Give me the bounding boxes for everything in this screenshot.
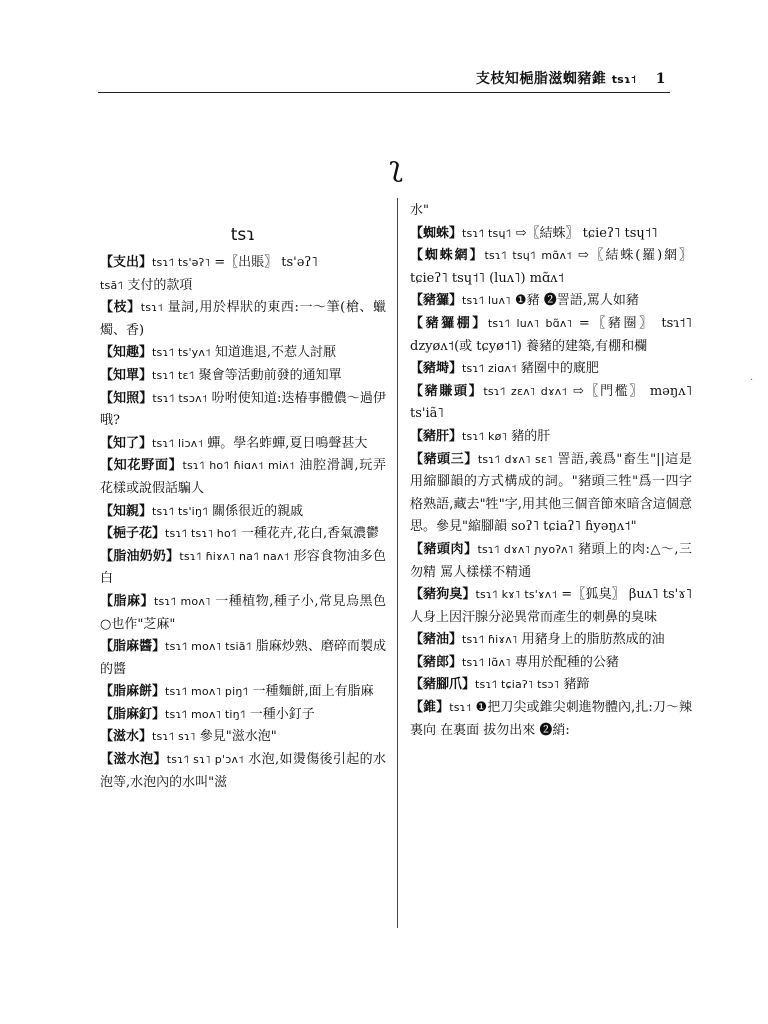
entry-headword: 【豬腳爪】 — [410, 677, 476, 693]
entry-headword: 【豬油】 — [410, 632, 463, 648]
entry-headword: 【知趣】 — [100, 345, 153, 361]
entry-pronunciation: tsɿ˦˥ luʌ˥ — [462, 294, 511, 308]
dictionary-entry — [410, 697, 692, 742]
dictionary-entry — [410, 674, 692, 697]
left-entry-list — [100, 252, 386, 794]
dictionary-entry — [100, 749, 386, 794]
entry-pronunciation: tsɿ˦˥ ɦiɤʌ˥ na˦˥ naʌ˦ — [179, 549, 290, 563]
dictionary-entry — [410, 200, 692, 223]
entry-headword: 【知照】 — [100, 390, 153, 406]
entry-definition: 吩咐使知道:迭椿事體儂～過伊哦? — [100, 390, 386, 429]
dictionary-entry — [100, 342, 386, 365]
entry-pronunciation: tsɿ˦˥ dɤʌ˥ ɲyoʔʌ˥ — [477, 542, 574, 556]
entry-headword: 【知單】 — [100, 367, 153, 383]
entry-definition: 一種植物,種子小,常見烏黑色 ○也作"芝麻" — [100, 593, 386, 632]
entry-definition: =〖狐臭〗 βuʌ˥ ts'ɤ˥ 人身上因汗腺分泌異常而產生的刺鼻的臭味 — [410, 587, 692, 625]
entry-headword: 【豬賺頭】 — [410, 383, 484, 399]
entry-headword: 【梔子花】 — [100, 526, 166, 542]
dictionary-entry — [100, 275, 386, 298]
entry-definition: 豬頭上的肉:△～,三勿精 罵人樣樣不精通 — [410, 541, 692, 580]
dictionary-entry — [100, 455, 386, 500]
entry-headword: 【豬郎】 — [410, 654, 463, 670]
entry-definition: 關係很近的親戚 — [207, 503, 304, 519]
entry-pronunciation: tsɿ˦˥ ɦiɤʌ˥ — [462, 633, 518, 647]
page-number: 1 — [655, 71, 666, 87]
entry-pronunciation: tsɿ˦˥ ho˦˥ ɦiɑʌ˦ miʌ˦ — [182, 459, 295, 473]
dictionary-entry — [100, 501, 386, 524]
syllable-heading: tsɿ — [230, 225, 256, 245]
entry-pronunciation: tsɿ˦˥ tsɥ˦˥ — [462, 226, 512, 240]
entry-headword: 【蜘蛛】 — [410, 225, 463, 241]
entry-definition: 蟬。學名蚱蟬,夏日鳴聲甚大 — [203, 435, 368, 451]
header-title: 支枝知梔脂滋蜘豬錐 — [475, 71, 607, 87]
entry-headword: 【知花野面】 — [100, 458, 183, 474]
entry-pronunciation: tsɿ˦˥ tɕiaʔ˥ tsɔ˥ — [475, 678, 560, 692]
right-entry-list — [410, 200, 692, 742]
dictionary-entry — [100, 433, 386, 456]
entry-headword: 【脂麻】 — [100, 593, 154, 609]
entry-headword: 【豬玀棚】 — [410, 315, 488, 331]
entry-pronunciation: tsɿ˦˥ luʌ˥ bɑ̃ʌ˥ — [487, 316, 573, 330]
dictionary-entry — [410, 426, 692, 449]
dictionary-entry — [410, 223, 692, 246]
entry-pronunciation: tsɿ˦˥ tsɥ˦˥ mɑ̃ʌ˦ — [484, 249, 572, 263]
entry-headword: 【知親】 — [100, 503, 153, 519]
entry-pronunciation: tsɿ˦˥ dɤʌ˥ sɛ˥ — [477, 452, 553, 466]
dictionary-entry — [100, 726, 386, 749]
entry-definition: 脂麻炒熟、磨碎而製成的醬 — [100, 639, 386, 677]
entry-pronunciation: tsɿ˦ — [140, 301, 163, 315]
entry-headword: 【脂油奶奶】 — [100, 548, 180, 564]
entry-headword: 【豬塒】 — [410, 361, 463, 377]
entry-pronunciation: tsɿ˦˥ sɿ˥ p'ɔʌ˦ — [166, 753, 244, 767]
entry-definition: 豬蹄 — [559, 677, 590, 693]
entry-headword: 【豬狗臭】 — [410, 587, 476, 603]
entry-headword: 【脂麻餅】 — [100, 684, 166, 700]
page-header — [98, 60, 670, 93]
dictionary-entry — [100, 388, 386, 433]
entry-definition: 用豬身上的脂肪熬成的油 — [517, 632, 665, 648]
entry-definition: ⇨〖門檻〗 məŋʌ˥ ts'iã˥ — [410, 383, 692, 422]
entry-headword: 【錐】 — [410, 700, 450, 716]
dictionary-entry — [100, 252, 386, 275]
entry-headword: 【脂麻釘】 — [100, 706, 166, 722]
entry-pronunciation: tsɿ˦˥ lɑ̃ʌ˥ — [462, 655, 511, 669]
entry-definition: ⇨〖結蛛〗 tɕieʔ˥ tsɥ˦˥ — [511, 225, 658, 241]
dictionary-entry — [100, 546, 386, 591]
dictionary-entry — [410, 652, 692, 675]
dictionary-entry — [100, 704, 386, 727]
entry-definition: 水泡,如燙傷後引起的水泡等,水泡內的水叫"滋 — [100, 752, 386, 790]
dictionary-entry — [100, 681, 386, 704]
dictionary-entry — [410, 584, 692, 629]
entry-pronunciation: tsɿ˦˥ tsɔʌ˦ — [152, 391, 208, 405]
entry-pronunciation: tsɿ˦˥ moʌ˥ — [153, 594, 211, 608]
dictionary-entry — [410, 245, 692, 290]
dictionary-entry — [410, 539, 692, 584]
entry-pronunciation: tsɿ˦˥ moʌ˥ tsiã˦˥ — [165, 640, 252, 654]
entry-pronunciation: tsɿ˦˥ kɤ˥ ts'ɤʌ˦ — [475, 588, 558, 602]
entry-pronunciation: tsɿ˦˥ ziɑʌ˦ — [462, 362, 517, 376]
entry-definition: 一種花卉,花白,香氣濃鬱 — [236, 526, 380, 542]
dictionary-entry — [410, 313, 692, 358]
entry-headword: 【脂麻醬】 — [100, 639, 166, 655]
entry-definition: 豬圈中的廐肥 — [516, 361, 599, 377]
entry-headword: 【豬頭三】 — [410, 451, 478, 467]
dictionary-entry — [100, 523, 386, 546]
right-column — [410, 200, 692, 742]
dictionary-entry — [100, 636, 386, 681]
section-initial: ʅ — [389, 150, 403, 183]
entry-definition: 詈語,義爲"畜生"||這是用縮腳韻的方式構成的詞。"豬頭三牲"爲一四字格熟語,藏去"牲"字,用其他三個音節來暗含這個意思。參見"縮腳韻 soʔ˥ tɕiaʔ˥ ɦyəŋʌ˦" — [410, 451, 692, 535]
entry-definition: 一種麵餅,面上有脂麻 — [248, 684, 374, 700]
entry-headword: 【知了】 — [100, 435, 153, 451]
entry-definition: ⇨〖結蛛(羅)網〗 tɕieʔ˥ tsɥ˦˥ (luʌ˥) mɑ̃ʌ˦ — [410, 248, 692, 286]
entry-headword: 【豬肝】 — [410, 428, 463, 444]
entry-pronunciation: tsɿ˦ — [449, 701, 472, 715]
dictionary-entry — [100, 297, 386, 342]
header-text — [476, 68, 666, 88]
entry-pronunciation: tsɿ˦˥ kø˥ — [462, 429, 508, 443]
entry-definition: ❶把刀尖或錐尖刺進物體內,扎:刀～辣裏向 在裏面 拔勿出來 ❷綃: — [410, 700, 692, 738]
entry-definition: 專用於配種的公豬 — [510, 654, 619, 670]
dictionary-entry — [410, 358, 692, 381]
entry-pronunciation: tsɿ˦˥ ts'iŋ˦˥ — [152, 504, 208, 518]
entry-pronunciation: tsɿ˦˥ zɛʌ˥ dɤʌ˦ — [483, 384, 568, 398]
entry-pronunciation: tsã˦˥ — [100, 278, 124, 292]
header-ipa: tsɿ˦ — [611, 73, 637, 86]
dictionary-entry — [410, 381, 692, 426]
entry-headword: 【蜘蛛網】 — [410, 248, 485, 264]
entry-pronunciation: tsɿ˦˥ tɛ˦˥ — [152, 368, 195, 382]
entry-pronunciation: tsɿ˦˥ liɔʌ˦ — [152, 436, 204, 450]
entry-headword: 【豬頭肉】 — [410, 541, 478, 557]
dictionary-entry — [410, 290, 692, 313]
dictionary-entry — [410, 449, 692, 539]
entry-definition: 量詞,用於桿狀的東西:一～筆(槍、蠟燭、香) — [100, 300, 386, 338]
column-divider — [397, 198, 398, 928]
entry-definition: =〖出賬〗 ts'əʔ˥ — [210, 255, 318, 270]
entry-definition: 豬的肝 — [507, 428, 551, 444]
entry-definition: 一種小釘子 — [245, 706, 315, 722]
entry-definition: =〖豬圈〗 tsɿ˦˥ dzyøʌ˦(或 tɕyø˦˥) 養豬的建築,有棚和欄 — [410, 315, 692, 354]
entry-pronunciation: tsɿ˦˥ tsɿ˥ ho˦˥ — [165, 527, 237, 541]
dictionary-entry — [100, 365, 386, 388]
dictionary-entry — [410, 629, 692, 652]
entry-pronunciation: tsɿ˦˥ moʌ˥ piŋ˦˥ — [165, 685, 249, 699]
entry-definition: 參見"滋水泡" — [195, 729, 277, 745]
entry-headword: 【支出】 — [100, 255, 153, 270]
entry-pronunciation: tsɿ˦˥ ts'əʔ˥ — [152, 256, 211, 269]
entry-headword: 【豬玀】 — [410, 293, 463, 309]
entry-definition: 知道進退,不惹人討厭 — [210, 345, 336, 361]
entry-definition: 支付的款項 — [123, 277, 193, 293]
entry-definition: ❶豬 ❷詈語,罵人如豬 — [510, 293, 639, 309]
left-column — [100, 222, 386, 794]
entry-pronunciation: tsɿ˦˥ moʌ˥ tiŋ˦˥ — [165, 707, 246, 721]
entry-definition: 水" — [410, 203, 429, 218]
dictionary-entry — [100, 591, 386, 636]
entry-headword: 【滋水泡】 — [100, 752, 167, 768]
entry-definition: 形容食物油多色白 — [100, 548, 386, 587]
entry-pronunciation: tsɿ˦˥ ts'yʌ˦ — [152, 346, 211, 360]
entry-headword: 【滋水】 — [100, 729, 153, 745]
entry-headword: 【枝】 — [100, 300, 141, 316]
margin-mark: · — [750, 375, 754, 386]
entry-definition: 聚會等活動前發的通知單 — [194, 367, 342, 383]
entry-pronunciation: tsɿ˦˥ sɿ˥ — [152, 730, 196, 744]
entry-definition: 油腔滑調,玩弄花樣或說假話騙人 — [100, 458, 386, 496]
